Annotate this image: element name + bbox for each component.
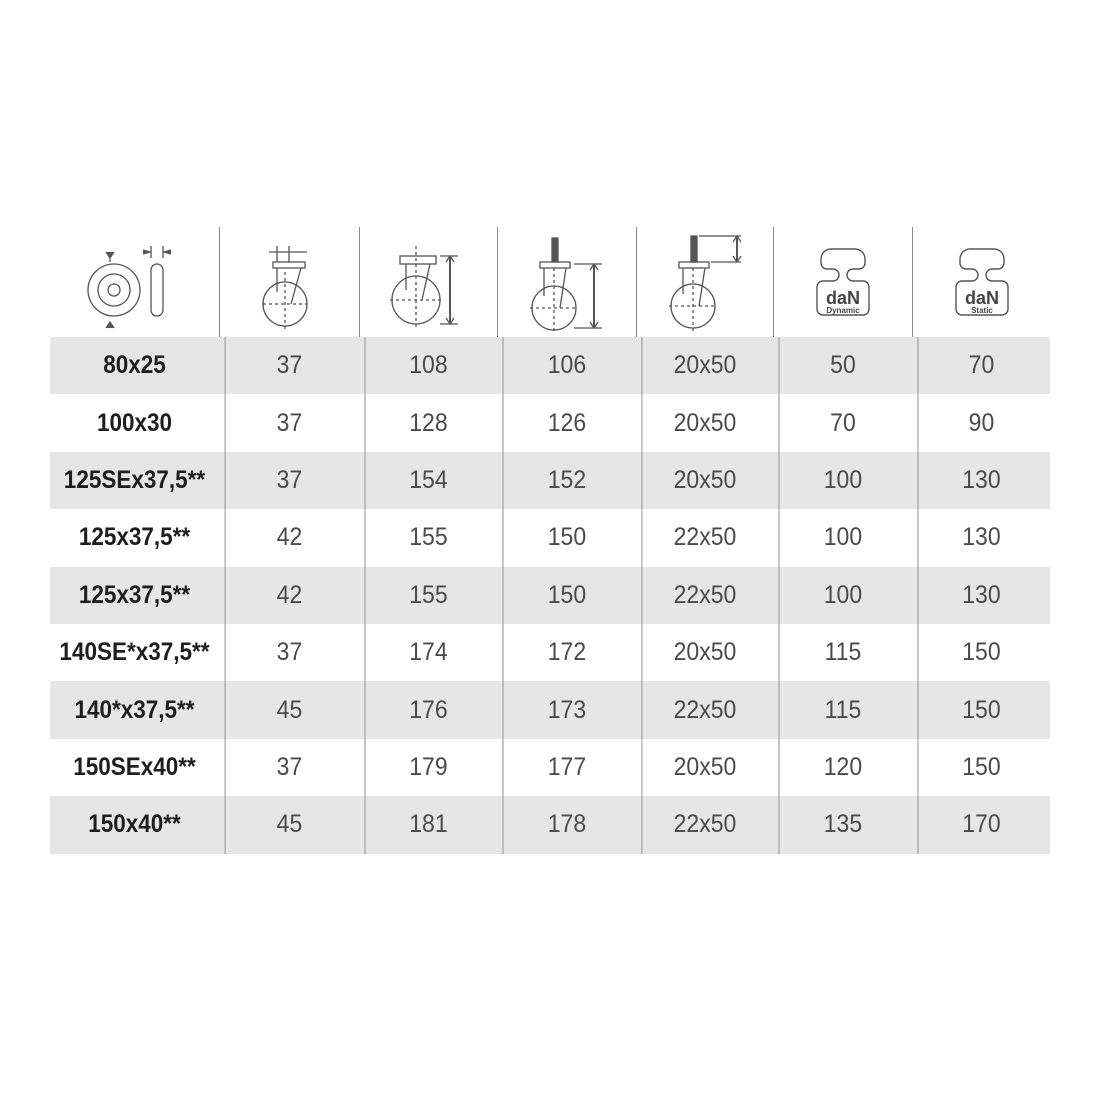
cell-dynamic: 135 — [779, 796, 907, 853]
cell-height: 128 — [365, 394, 492, 451]
weight-dynamic-icon — [773, 227, 912, 337]
cell-dynamic: 100 — [779, 567, 907, 624]
cell-stem-size: 22x50 — [641, 567, 767, 624]
cell-stem-height: 106 — [503, 337, 631, 394]
cell-stem-size: 20x50 — [641, 739, 767, 796]
cell-height: 176 — [365, 681, 492, 738]
swivel-caster-width-icon — [219, 227, 359, 337]
cell-stem-size: 22x50 — [641, 509, 767, 566]
cell-stem-size: 20x50 — [641, 624, 767, 681]
static-label: Static — [970, 306, 993, 315]
cell-stem-size: 22x50 — [641, 681, 767, 738]
cell-width: 37 — [225, 739, 354, 796]
cell-width: 37 — [225, 452, 354, 509]
cell-width: 45 — [225, 681, 354, 738]
cell-static: 130 — [918, 567, 1045, 624]
cell-height: 174 — [365, 624, 492, 681]
cell-height: 181 — [365, 796, 492, 853]
cell-static: 170 — [918, 796, 1045, 853]
cell-width: 37 — [225, 337, 354, 394]
cell-dynamic: 50 — [779, 337, 907, 394]
cell-static: 150 — [918, 624, 1045, 681]
cell-static: 90 — [918, 394, 1045, 451]
cell-static: 150 — [918, 681, 1045, 738]
cell-stem-size: 22x50 — [641, 796, 767, 853]
cell-dynamic: 115 — [779, 624, 907, 681]
cell-size: 125SEx37,5** — [63, 465, 206, 494]
cell-height: 154 — [365, 452, 492, 509]
cell-stem-height: 173 — [503, 681, 631, 738]
cell-stem-height: 172 — [503, 624, 631, 681]
cell-static: 130 — [918, 452, 1045, 509]
cell-stem-height: 150 — [503, 509, 631, 566]
cell-dynamic: 120 — [779, 739, 907, 796]
cell-dynamic: 100 — [779, 509, 907, 566]
cell-dynamic: 100 — [779, 452, 907, 509]
cell-size: 150SEx40** — [73, 752, 196, 781]
cell-height: 108 — [365, 337, 492, 394]
cell-size: 150x40** — [88, 810, 181, 839]
dynamic-unit: daN — [825, 288, 861, 308]
dynamic-label: Dynamic — [826, 306, 860, 315]
weight-static-icon — [912, 227, 1050, 337]
cell-size: 125x37,5** — [78, 523, 191, 552]
table-header — [50, 227, 1050, 337]
cell-stem-height: 126 — [503, 394, 631, 451]
cell-stem-size: 20x50 — [641, 452, 767, 509]
cell-width: 37 — [225, 394, 354, 451]
threaded-stem-size-icon — [636, 227, 773, 337]
cell-size: 140SE*x37,5** — [59, 638, 210, 667]
cell-stem-height: 178 — [503, 796, 631, 853]
cell-size: 100x30 — [96, 408, 173, 437]
table-row — [50, 337, 1050, 394]
cell-height: 179 — [365, 739, 492, 796]
cell-width: 45 — [225, 796, 354, 853]
cell-width: 37 — [225, 624, 354, 681]
cell-width: 42 — [225, 509, 354, 566]
cell-stem-height: 150 — [503, 567, 631, 624]
cell-dynamic: 115 — [779, 681, 907, 738]
table-row — [50, 509, 1050, 566]
cell-dynamic: 70 — [779, 394, 907, 451]
cell-static: 150 — [918, 739, 1045, 796]
cell-stem-height: 177 — [503, 739, 631, 796]
cell-static: 70 — [918, 337, 1045, 394]
cell-size: 140*x37,5** — [74, 695, 195, 724]
cell-height: 155 — [365, 509, 492, 566]
cell-width: 42 — [225, 567, 354, 624]
table-row — [50, 796, 1050, 853]
wheel-dimensions-icon — [50, 227, 219, 337]
caster-spec-table — [50, 227, 1050, 854]
cell-static: 130 — [918, 509, 1045, 566]
table-row — [50, 452, 1050, 509]
cell-stem-size: 20x50 — [641, 337, 767, 394]
table-row — [50, 681, 1050, 738]
table-row — [50, 567, 1050, 624]
cell-size: 125x37,5** — [78, 580, 191, 609]
table-row — [50, 739, 1050, 796]
static-unit: daN — [964, 288, 999, 308]
table-row — [50, 624, 1050, 681]
cell-stem-size: 20x50 — [641, 394, 767, 451]
swivel-caster-total-height-icon — [359, 227, 497, 337]
threaded-stem-caster-height-icon — [497, 227, 636, 337]
cell-stem-height: 152 — [503, 452, 631, 509]
cell-size: 80x25 — [103, 351, 166, 380]
cell-height: 155 — [365, 567, 492, 624]
table-row — [50, 394, 1050, 451]
